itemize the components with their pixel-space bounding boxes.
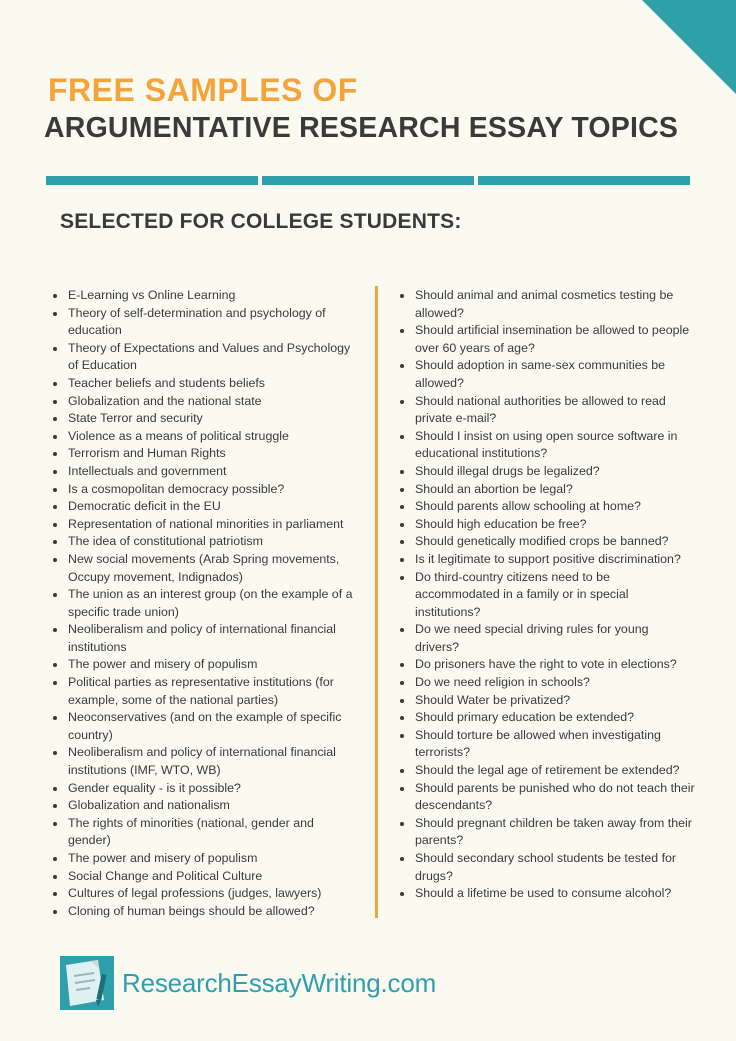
topic-item: Should torture be allowed when investigating terrorists? (395, 727, 695, 762)
left-topic-list (48, 287, 358, 920)
subtitle: SELECTED FOR COLLEGE STUDENTS: (60, 210, 462, 233)
topic-item: Should I insist on using open source software in educational institutions? (395, 428, 695, 463)
site-logo[interactable] (60, 956, 436, 1010)
topic-item: Terrorism and Human Rights (48, 445, 358, 463)
topic-item: Do prisoners have the right to vote in elections? (395, 656, 695, 674)
topic-item: New social movements (Arab Spring movements, Occupy movement, Indignados) (48, 551, 358, 586)
topic-item: Is it legitimate to support positive discrimination? (395, 551, 695, 569)
topic-item: The idea of constitutional patriotism (48, 533, 358, 551)
topic-item: Intellectuals and government (48, 463, 358, 481)
topic-item: Neoliberalism and policy of international financial institutions (48, 621, 358, 656)
topic-item: Should parents be punished who do not teach their descendants? (395, 780, 695, 815)
topic-item: Cultures of legal professions (judges, lawyers) (48, 885, 358, 903)
topic-item: Should pregnant children be taken away from their parents? (395, 815, 695, 850)
topic-item: Cloning of human beings should be allowed? (48, 903, 358, 921)
topic-item: State Terror and security (48, 410, 358, 428)
topic-item: The union as an interest group (on the example of a specific trade union) (48, 586, 358, 621)
topic-item: Neoconservatives (and on the example of specific country) (48, 709, 358, 744)
right-topic-list (395, 287, 695, 903)
column-divider (375, 286, 378, 918)
topic-item: Theory of Expectations and Values and Psychology of Education (48, 340, 358, 375)
topic-item: Should genetically modified crops be banned? (395, 533, 695, 551)
topic-item: Is a cosmopolitan democracy possible? (48, 481, 358, 499)
topic-item: Neoliberalism and policy of international financial institutions (IMF, WTO, WB) (48, 744, 358, 779)
topic-item: The rights of minorities (national, gender and gender) (48, 815, 358, 850)
divider-bars (46, 176, 690, 185)
topic-item: Do third-country citizens need to be accommodated in a family or in special institutions? (395, 569, 695, 622)
topic-item: Teacher beliefs and students beliefs (48, 375, 358, 393)
topic-item: Should an abortion be legal? (395, 481, 695, 499)
topic-item: Should a lifetime be used to consume alcohol? (395, 885, 695, 903)
title-line-2: ARGUMENTATIVE RESEARCH ESSAY TOPICS (44, 112, 679, 144)
topic-item: Globalization and nationalism (48, 797, 358, 815)
topic-item: Democratic deficit in the EU (48, 498, 358, 516)
topic-item: Should primary education be extended? (395, 709, 695, 727)
topic-item: The power and misery of populism (48, 656, 358, 674)
topic-item: Should adoption in same-sex communities be allowed? (395, 357, 695, 392)
topic-item: Globalization and the national state (48, 393, 358, 411)
divider-bar (46, 176, 258, 185)
topic-item: Violence as a means of political struggle (48, 428, 358, 446)
topic-item: Should high education be free? (395, 516, 695, 534)
title-line-1: FREE SAMPLES OF (48, 72, 358, 108)
divider-bar (478, 176, 690, 185)
topic-item: Theory of self-determination and psychology of education (48, 305, 358, 340)
corner-decoration (642, 0, 736, 94)
topic-item: Gender equality - is it possible? (48, 780, 358, 798)
topic-item: Should Water be privatized? (395, 692, 695, 710)
topic-item: Should national authorities be allowed to read private e-mail? (395, 393, 695, 428)
topic-item: The power and misery of populism (48, 850, 358, 868)
topic-item: E-Learning vs Online Learning (48, 287, 358, 305)
topic-item: Should secondary school students be tested for drugs? (395, 850, 695, 885)
logo-text: ResearchEssayWriting.com (122, 967, 437, 998)
topic-item: Do we need special driving rules for young drivers? (395, 621, 695, 656)
topic-item: Do we need religion in schools? (395, 674, 695, 692)
document-pen-icon (60, 956, 114, 1010)
topic-item: Political parties as representative institutions (for example, some of the national parties) (48, 674, 358, 709)
divider-bar (262, 176, 474, 185)
topic-item: Should the legal age of retirement be extended? (395, 762, 695, 780)
topic-item: Should artificial insemination be allowed to people over 60 years of age? (395, 322, 695, 357)
topic-item: Should parents allow schooling at home? (395, 498, 695, 516)
topic-item: Representation of national minorities in parliament (48, 516, 358, 534)
topic-item: Should animal and animal cosmetics testing be allowed? (395, 287, 695, 322)
topic-item: Should illegal drugs be legalized? (395, 463, 695, 481)
topic-item: Social Change and Political Culture (48, 868, 358, 886)
